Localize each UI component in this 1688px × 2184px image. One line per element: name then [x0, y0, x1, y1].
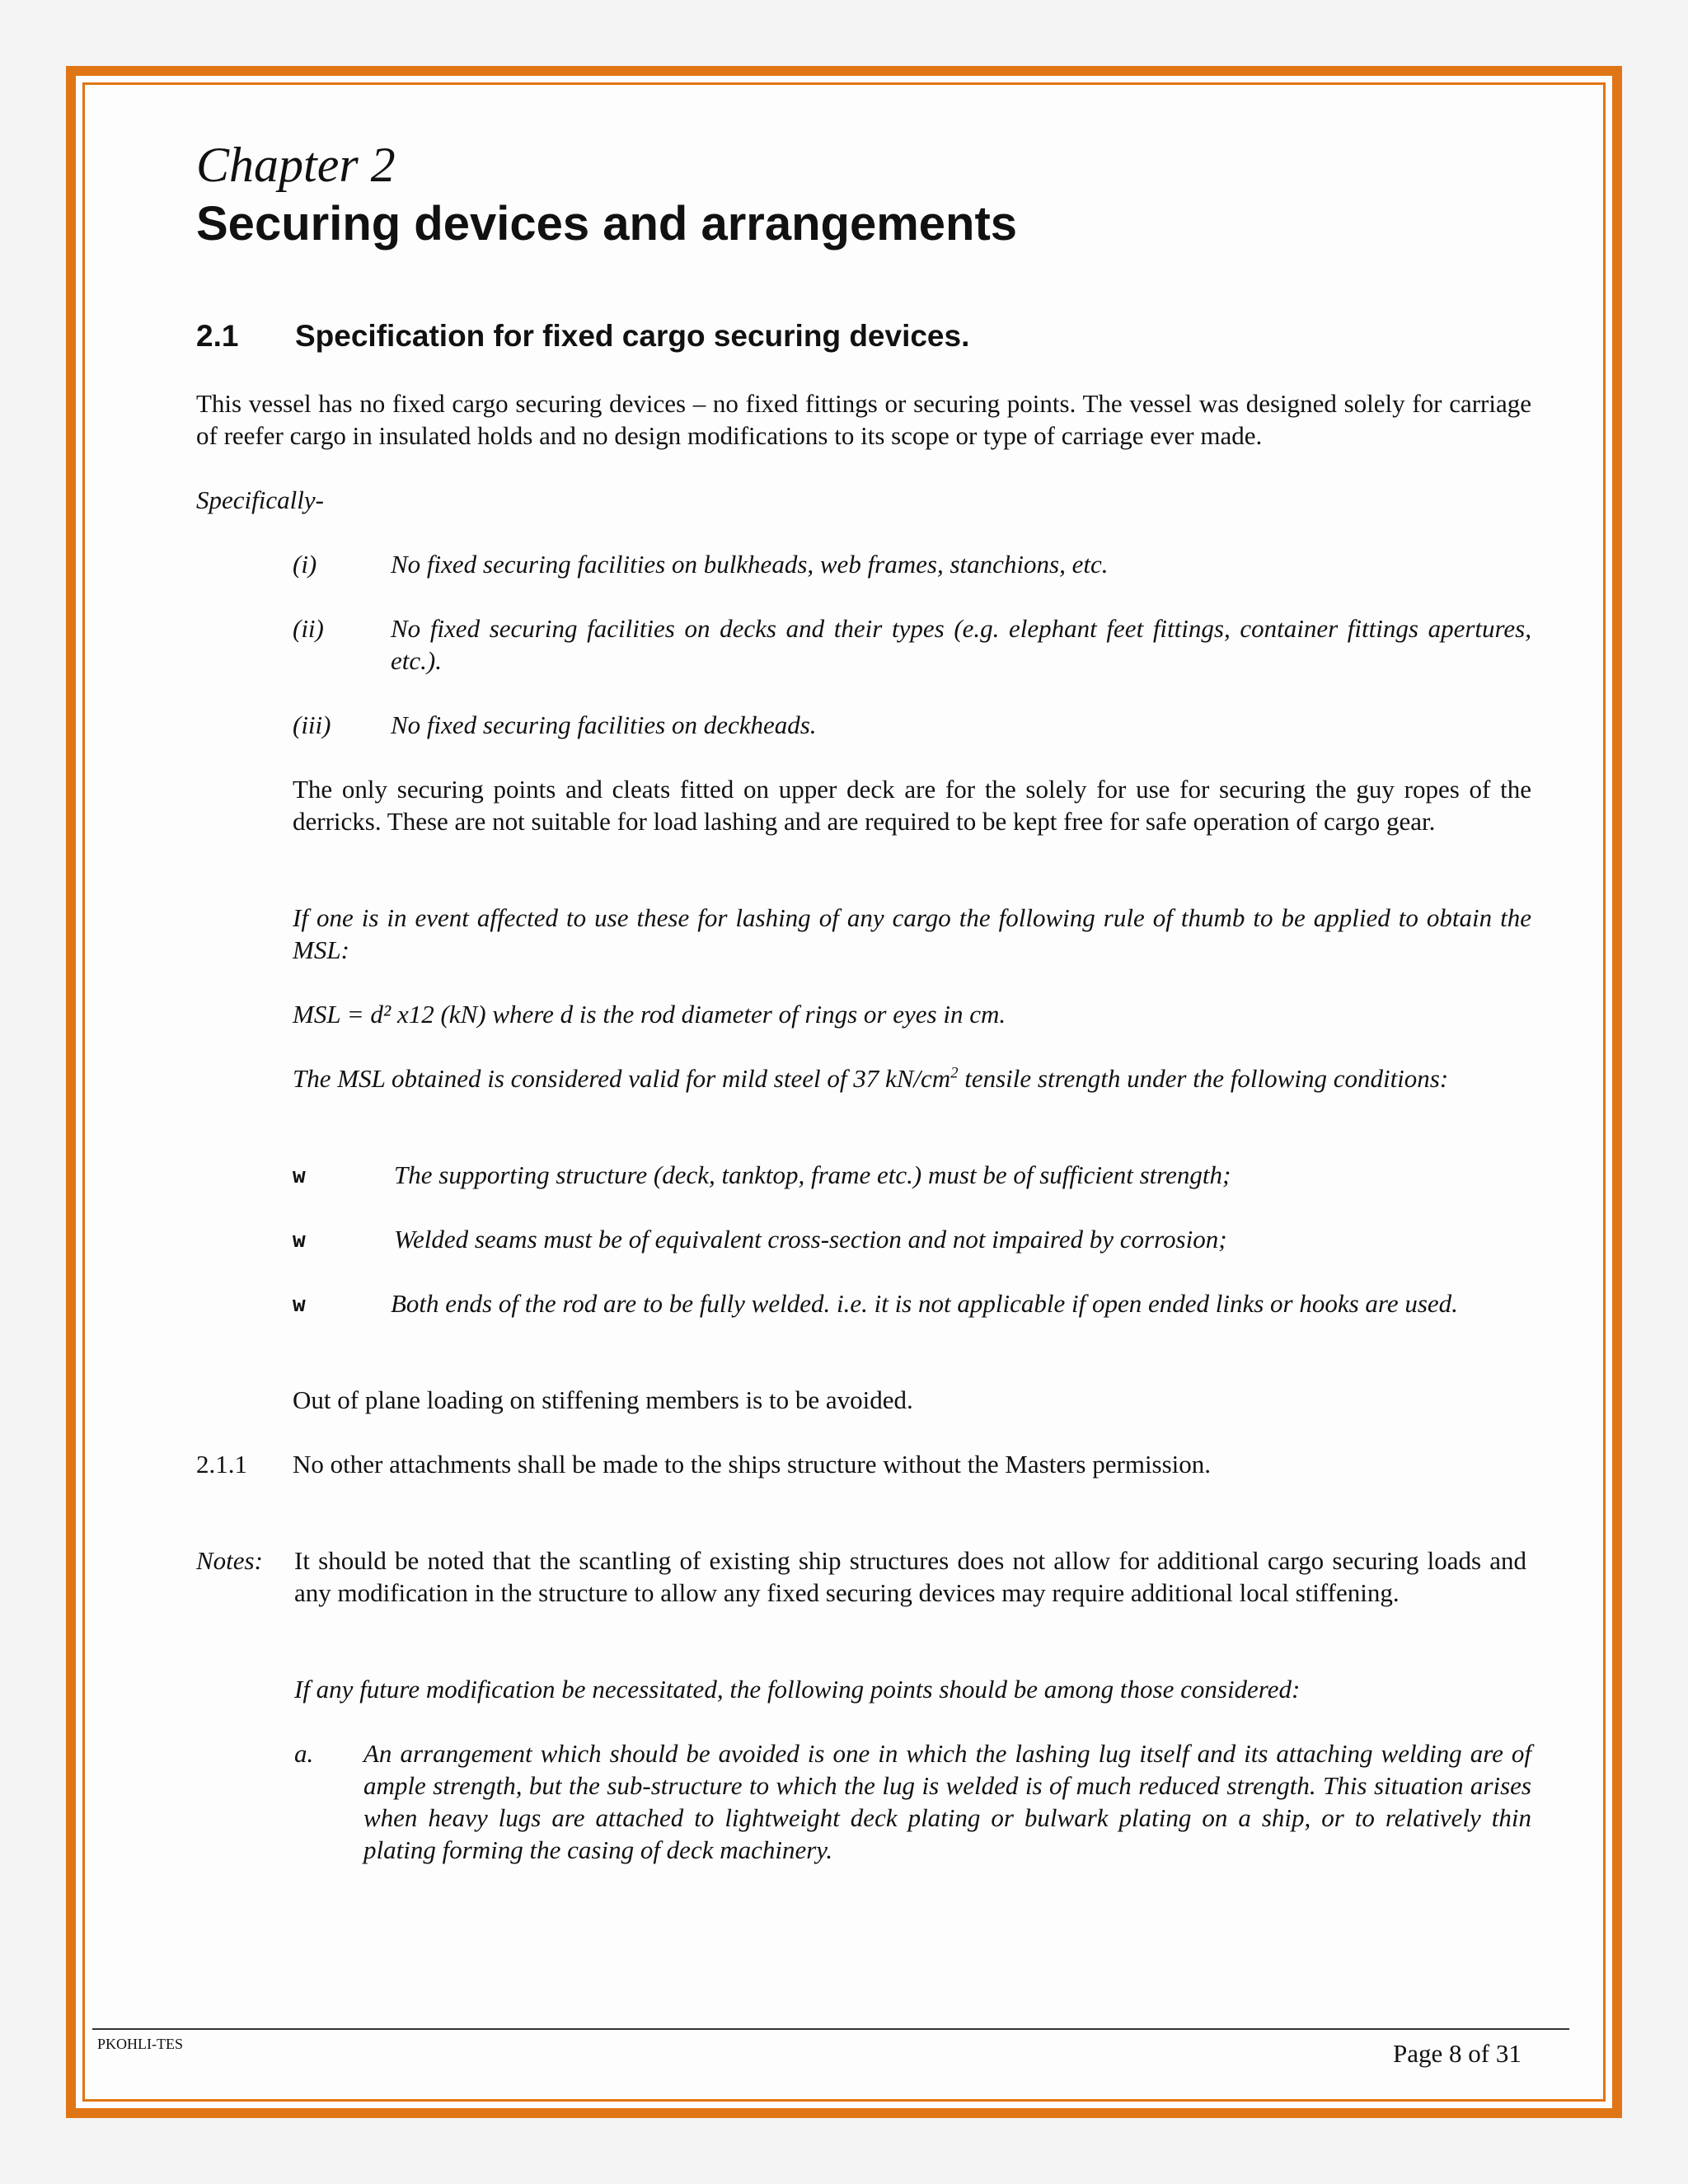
msl-valid-superscript: 2 [950, 1064, 959, 1082]
bullet-icon: w [293, 1292, 306, 1317]
list-item-label: (i) [293, 550, 317, 579]
footer-rule [92, 2028, 1569, 2030]
msl-valid-paragraph [293, 1062, 1531, 1094]
bullet-icon: w [293, 1164, 306, 1188]
subsection-number: 2.1.1 [196, 1450, 247, 1479]
msl-formula-a: MSL = d² x [293, 1000, 409, 1029]
footer-document-id: PKOHLI-TES [97, 2036, 183, 2052]
section-title: Specification for fixed cargo securing devices. [295, 319, 970, 353]
rule-intro-paragraph: If one is in event affected to use these for lashing of any cargo the following rule of thumb to be applied to obtain the MSL: [293, 903, 1531, 964]
msl-valid-text-a: The MSL obtained is considered valid for mild steel of 37 kN/cm [293, 1064, 951, 1093]
msl-formula-b: 12 (kN) where d is the rod diameter of rings or eyes in cm. [408, 1000, 1006, 1029]
specifically-label: Specifically- [196, 485, 324, 514]
condition-text: Both ends of the rod are to be fully welded. i.e. it is not applicable if open ended links or hooks are used. [391, 1289, 1458, 1318]
condition-text: Welded seams must be of equivalent cross-section and not impaired by corrosion; [394, 1225, 1227, 1254]
future-modification-paragraph: If any future modification be necessitated, the following points should be among those considered: [294, 1675, 1301, 1704]
msl-valid-text-b: tensile strength under the following conditions: [958, 1064, 1449, 1093]
list-item-text: No fixed securing facilities on bulkheads, web frames, stanchions, etc. [391, 550, 1109, 579]
list-item-label: (ii) [293, 614, 324, 643]
list-item-label: (iii) [293, 710, 331, 739]
point-a-label: a. [294, 1739, 314, 1768]
condition-text: The supporting structure (deck, tanktop, frame etc.) must be of sufficient strength; [394, 1160, 1231, 1189]
list-item-text: No fixed securing facilities on decks and their types (e.g. elephant feet fittings, container fittings apertures, etc.). [391, 614, 1531, 675]
page-number: Page 8 of 31 [1393, 2039, 1522, 2068]
point-a-text: An arrangement which should be avoided is one in which the lashing lug itself and its attaching welding are of ample strength, but the sub-structure to which the lug is welded is of much reduced strength. This situation arises when heavy lugs are attached to lightweight deck plating or bulwark plating on a ship, or to relatively thin plating forming the casing of deck machinery. [363, 1739, 1531, 1864]
notes-label: Notes: [196, 1546, 263, 1575]
list-item-text: No fixed securing facilities on deckheads. [391, 710, 817, 739]
subsection-text: No other attachments shall be made to the ships structure without the Masters permission. [293, 1450, 1212, 1479]
notes-paragraph: It should be noted that the scantling of existing ship structures does not allow for additional cargo securing loads and any modification in the structure to allow any fixed securing devices may require additional local stiffening. [294, 1546, 1526, 1607]
chapter-label: Chapter 2 [196, 138, 396, 192]
msl-formula [293, 998, 1531, 1030]
intro-paragraph: This vessel has no fixed cargo securing devices – no fixed fittings or securing points. The vessel was designed solely for carriage of reefer cargo in insulated holds and no design modifications to its scope or type of carriage ever made. [196, 389, 1531, 450]
securing-points-paragraph: The only securing points and cleats fitted on upper deck are for the solely for use for securing the guy ropes of the derricks. These are not suitable for load lashing and are required to be kept free for safe operation of cargo gear. [293, 775, 1531, 836]
section-number: 2.1 [196, 319, 239, 353]
chapter-title: Securing devices and arrangements [196, 197, 1018, 251]
out-of-plane-paragraph: Out of plane loading on stiffening members is to be avoided. [293, 1385, 913, 1414]
bullet-icon: w [293, 1228, 306, 1253]
